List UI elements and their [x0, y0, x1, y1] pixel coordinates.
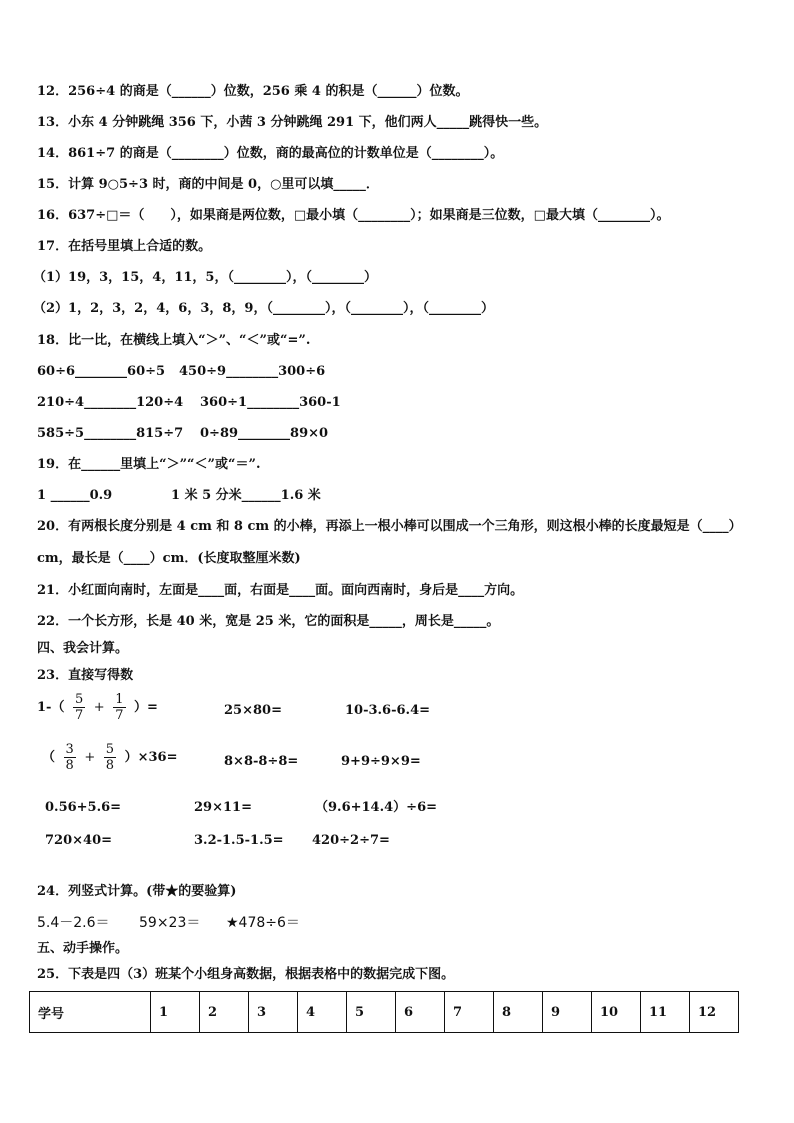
- calc-3: 10-3.6-6.4=: [345, 703, 431, 718]
- question-24: 24．列竖式计算。(带★的要验算): [37, 884, 237, 899]
- fraction: $\frac{5}{7}$: [74, 692, 84, 723]
- compare-3b: 0÷89________89×0: [200, 426, 329, 441]
- compare-19a: 1 ______0.9: [37, 488, 113, 503]
- question-14: 14．861÷7 的商是（________）位数，商的最高位的计数单位是（________）。: [37, 146, 504, 161]
- section-4-title: 四、我会计算。: [37, 641, 129, 656]
- compare-1a: 60÷6________60÷5: [37, 364, 166, 379]
- calc-9: （9.6+14.4）÷6=: [315, 800, 438, 815]
- calc-4: （ $\frac{3}{8}$ + $\frac{5}{8}$ ）×36=: [42, 742, 178, 773]
- table-cell: 7: [445, 992, 494, 1033]
- vertical-calc-3: ★478÷6＝: [226, 915, 300, 931]
- calc-10: 720×40=: [45, 833, 113, 848]
- calc-11: 3.2-1.5-1.5=: [194, 833, 284, 848]
- question-21: 21．小红面向南时，左面是____面，右面是____面。面向西南时，身后是____方向。: [37, 583, 524, 598]
- question-25: 25．下表是四（3）班某个小组身高数据，根据表格中的数据完成下图。: [37, 967, 455, 982]
- table-header-cell: 学号: [30, 992, 151, 1033]
- height-data-table: [29, 991, 739, 1033]
- question-22: 22．一个长方形，长是 40 米，宽是 25 米，它的面积是_____，周长是_____。: [37, 614, 500, 629]
- question-16: 16．637÷□＝（ ），如果商是两位数，□最小填（________）；如果商是三位数，□最大填（________）。: [37, 208, 670, 223]
- calc-8: 29×11=: [194, 800, 252, 815]
- question-19: 19．在______里填上“＞”“＜”或“＝”.: [37, 457, 261, 472]
- table-cell: 6: [396, 992, 445, 1033]
- calc-12: 420÷2÷7=: [312, 833, 390, 848]
- question-17-part1: （1）19，3，15，4，11，5，（________），（________）: [33, 270, 377, 285]
- compare-2b: 360÷1________360-1: [200, 395, 341, 410]
- table-row: [30, 992, 739, 1033]
- table-cell: 1: [151, 992, 200, 1033]
- table-cell: 11: [641, 992, 690, 1033]
- table-cell: 12: [690, 992, 739, 1033]
- section-5-title: 五、动手操作。: [37, 941, 129, 956]
- question-17: 17．在括号里填上合适的数。: [37, 239, 212, 254]
- question-20-line2: cm，最长是（____）cm．(长度取整厘米数): [37, 551, 301, 566]
- question-12: 12．256÷4 的商是（______）位数，256 乘 4 的积是（______）位数。: [37, 84, 469, 99]
- question-20-line1: 20．有两根长度分别是 4 cm 和 8 cm 的小棒，再添上一根小棒可以围成一个三角形，则这根小棒的长度最短是（____）: [37, 519, 742, 534]
- calc-1: 1-（ $\frac{5}{7}$ + $\frac{1}{7}$ ）=: [37, 692, 158, 723]
- question-17-part2: （2）1，2，3，2，4，6，3，8，9，（________），（________），（________）: [33, 301, 494, 316]
- question-23: 23．直接写得数: [37, 668, 134, 683]
- calc-7: 0.56+5.6=: [45, 800, 122, 815]
- fraction: $\frac{5}{8}$: [105, 742, 115, 773]
- question-13: 13．小东 4 分钟跳绳 356 下，小茜 3 分钟跳绳 291 下，他们两人_____跳得快一些。: [37, 115, 548, 130]
- compare-2a: 210÷4________120÷4: [37, 395, 184, 410]
- table-cell: 2: [200, 992, 249, 1033]
- table-cell: 9: [543, 992, 592, 1033]
- table-cell: 10: [592, 992, 641, 1033]
- calc-5: 8×8-8÷8=: [224, 754, 299, 769]
- table-cell: 3: [249, 992, 298, 1033]
- question-15: 15．计算 9○5÷3 时，商的中间是 0，○里可以填_____．: [37, 177, 379, 192]
- calc-6: 9+9÷9×9=: [341, 754, 421, 769]
- fraction: $\frac{1}{7}$: [115, 692, 124, 723]
- vertical-calc-1: 5.4－2.6＝: [37, 915, 110, 931]
- vertical-calc-2: 59×23＝: [139, 915, 201, 931]
- table-cell: 8: [494, 992, 543, 1033]
- question-18: 18．比一比，在横线上填入“＞”、“＜”或“=”.: [37, 333, 311, 348]
- compare-1b: 450÷9________300÷6: [179, 364, 326, 379]
- fraction: $\frac{3}{8}$: [65, 742, 74, 773]
- table-cell: 4: [298, 992, 347, 1033]
- compare-19b: 1 米 5 分米______1.6 米: [171, 488, 321, 503]
- compare-3a: 585÷5________815÷7: [37, 426, 184, 441]
- calc-2: 25×80=: [224, 703, 282, 718]
- table-cell: 5: [347, 992, 396, 1033]
